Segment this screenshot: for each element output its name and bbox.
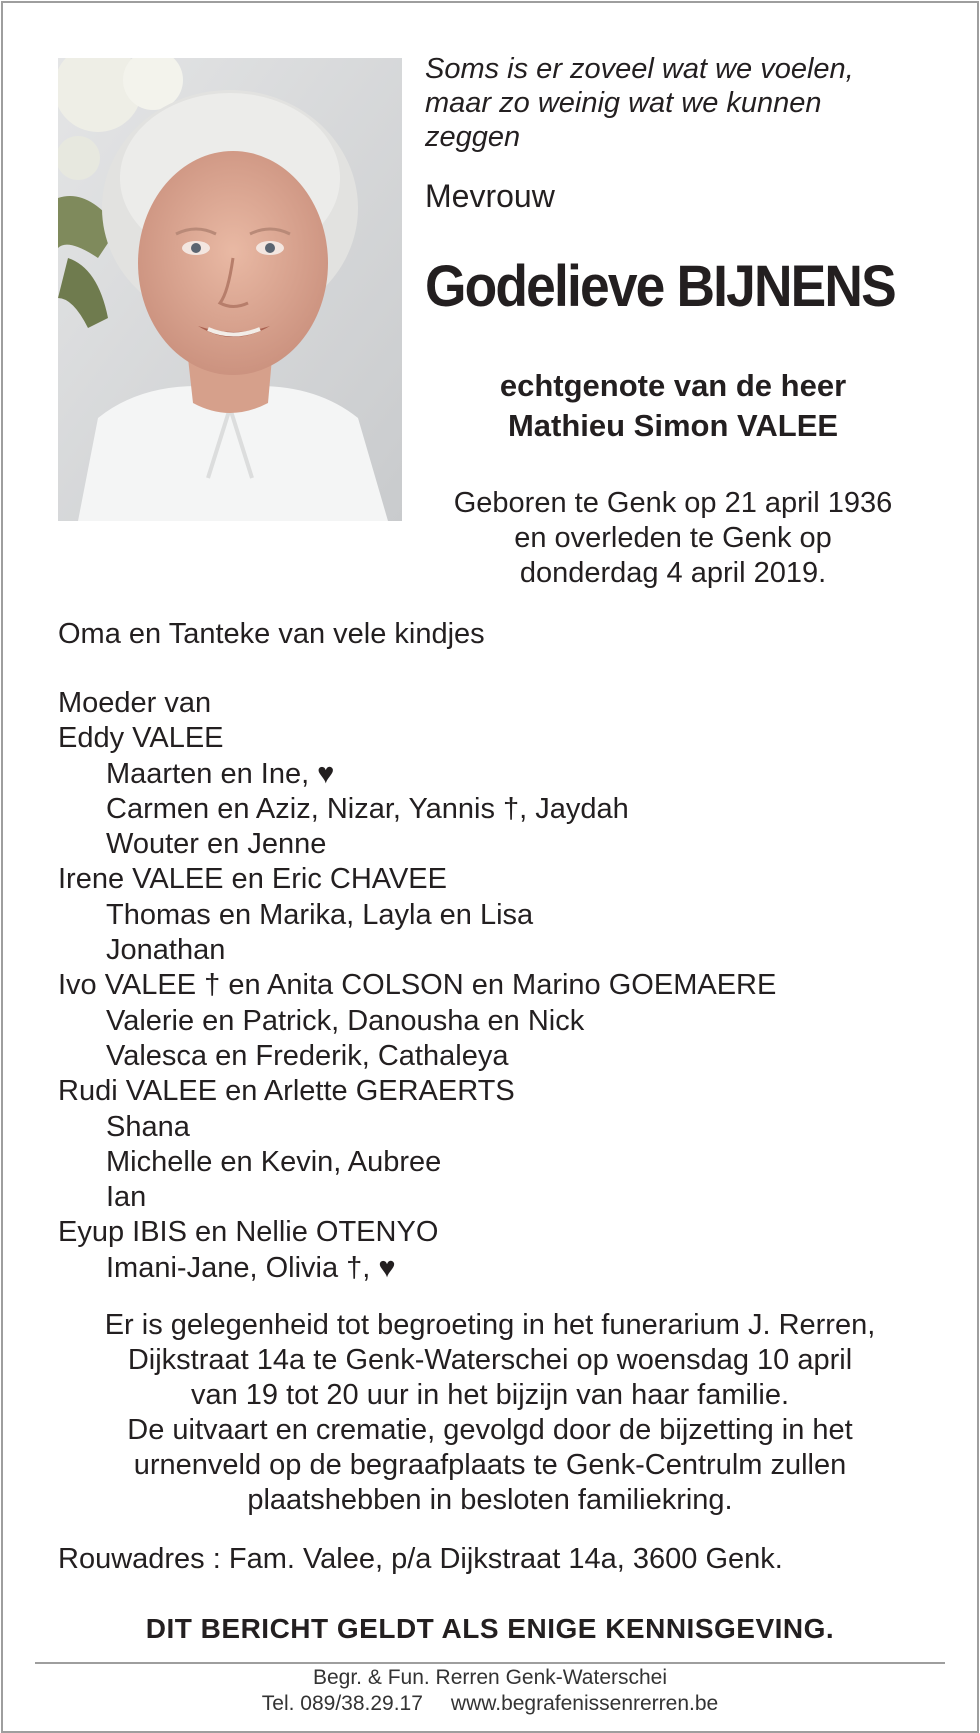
grandchildren-line: Thomas en Marika, Layla en Lisa — [106, 898, 534, 931]
spouse-info — [425, 366, 921, 446]
death-date-line: donderdag 4 april 2019. — [519, 557, 827, 589]
funeral-home-contact — [34, 1691, 946, 1717]
grandchildren-line: Imani-Jane, Olivia †, ♥ — [106, 1251, 396, 1284]
birth-death-info — [425, 486, 921, 591]
sole-notice: DIT BERICHT GELDT ALS ENIGE KENNISGEVING. — [145, 1613, 835, 1644]
honorific: Mevrouw — [425, 178, 555, 214]
grandchildren-line: Shana — [106, 1110, 190, 1143]
spouse-line: echtgenote van de heer — [499, 368, 847, 403]
website-link[interactable]: www.begrafenissenrerren.be — [450, 1692, 719, 1715]
child-line: Eddy VALEE — [58, 722, 224, 755]
grandmother-line: Oma en Tanteke van vele kindjes — [58, 618, 485, 650]
death-line: en overleden te Genk op — [514, 522, 832, 554]
spouse-name: Mathieu Simon VALEE — [507, 408, 839, 443]
footer-divider — [35, 1662, 945, 1664]
funeral-line: De uitvaart en crematie, gevolgd door de bijzetting in het — [127, 1414, 853, 1446]
child-line: Eyup IBIS en Nellie OTENYO — [58, 1216, 439, 1249]
phone-number: Tel. 089/38.29.17 — [261, 1692, 423, 1715]
portrait-photo — [58, 58, 402, 521]
visitation-line: van 19 tot 20 uur in het bijzijn van haar familie. — [190, 1379, 790, 1411]
child-line: Ivo VALEE † en Anita COLSON en Marino GOEMAERE — [58, 969, 777, 1002]
deceased-name: Godelieve BIJNENS — [425, 254, 895, 319]
child-line: Rudi VALEE en Arlette GERAERTS — [58, 1075, 515, 1108]
opening-quote — [425, 52, 945, 154]
footer — [34, 1665, 946, 1717]
funeral-line: plaatshebben in besloten familiekring. — [247, 1484, 733, 1516]
quote-line: zeggen — [425, 121, 521, 153]
family-list — [58, 686, 776, 1286]
mourning-address: Rouwadres : Fam. Valee, p/a Dijkstraat 14a, 3600 Genk. — [58, 1543, 783, 1575]
visitation-line: Er is gelegenheid tot begroeting in het funerarium J. Rerren, — [104, 1309, 876, 1341]
visitation-info — [34, 1308, 946, 1518]
child-line: Irene VALEE en Eric CHAVEE — [58, 863, 447, 896]
grandchildren-line: Maarten en Ine, ♥ — [106, 757, 335, 790]
quote-line: Soms is er zoveel wat we voelen, — [425, 53, 854, 85]
grandchildren-line: Ian — [106, 1181, 147, 1214]
funeral-line: urnenveld op de begraafplaats te Genk-Centrulm zullen — [133, 1449, 847, 1481]
birth-line: Geboren te Genk op 21 april 1936 — [453, 487, 893, 519]
grandchildren-line: Valerie en Patrick, Danousha en Nick — [106, 1004, 585, 1037]
grandchildren-line: Jonathan — [106, 934, 226, 967]
grandchildren-line: Carmen en Aziz, Nizar, Yannis †, Jaydah — [106, 792, 629, 825]
child-line: Moeder van — [58, 687, 212, 719]
visitation-line: Dijkstraat 14a te Genk-Waterschei op woensdag 10 april — [127, 1344, 853, 1376]
grandchildren-line: Valesca en Frederik, Cathaleya — [106, 1039, 509, 1072]
grandchildren-line: Wouter en Jenne — [106, 828, 327, 861]
quote-line: maar zo weinig wat we kunnen — [425, 87, 822, 119]
grandchildren-line: Michelle en Kevin, Aubree — [106, 1145, 442, 1178]
funeral-home-name: Begr. & Fun. Rerren Genk-Waterschei — [312, 1666, 668, 1689]
